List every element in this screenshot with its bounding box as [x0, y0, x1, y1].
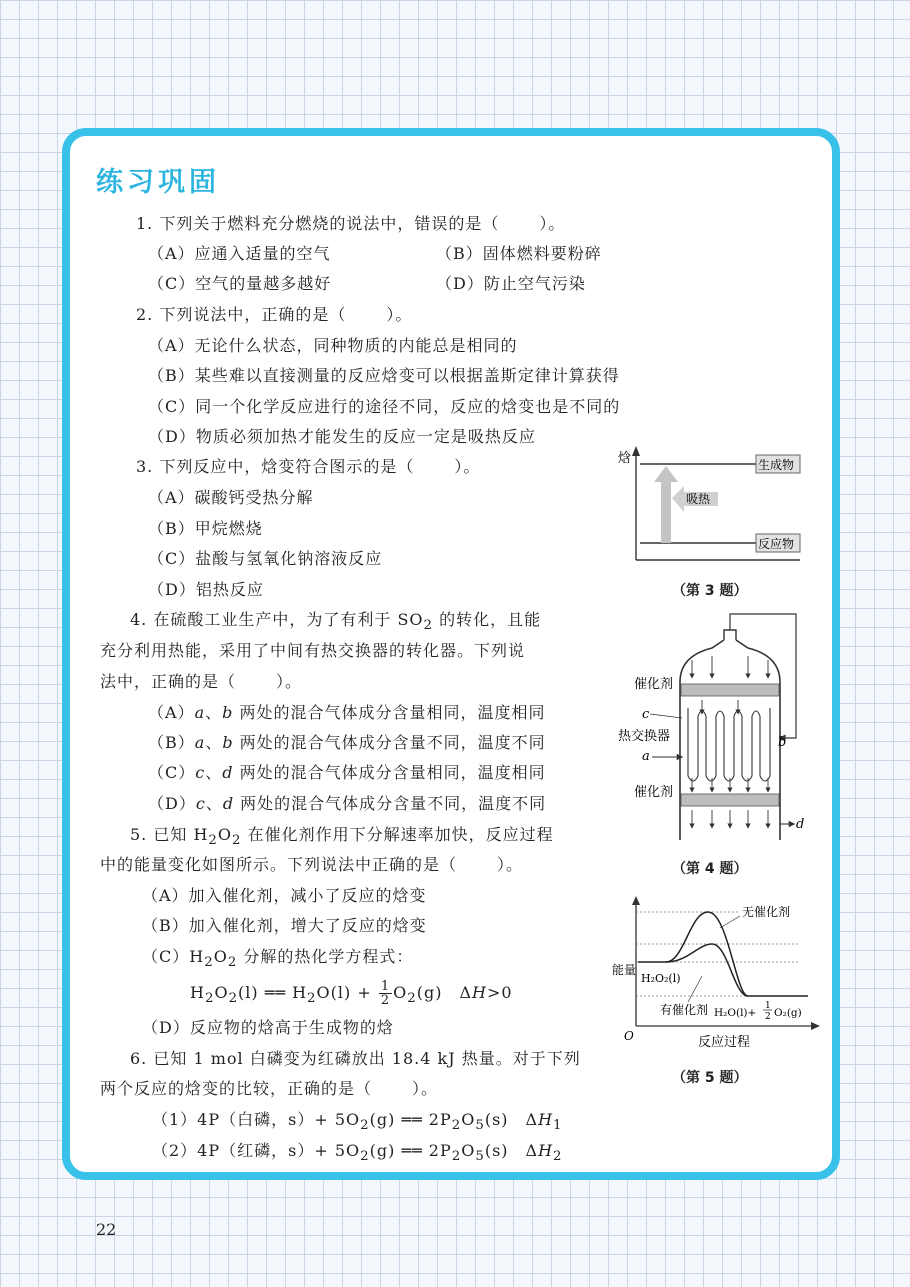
section-title: 练习巩固: [96, 167, 220, 198]
q2-option-a: （A）无论什么状态，同种物质的内能总是相同的: [148, 336, 518, 355]
catalyst-bed-top: [681, 684, 779, 696]
label-d: d: [796, 817, 805, 832]
product-fraction-den: 2: [765, 1012, 771, 1022]
process-axis-label: 反应过程: [698, 1035, 751, 1050]
q2-option-c: （C）同一个化学反应进行的途径不同，反应的焓变也是不同的: [148, 397, 621, 416]
q1-option-a: （A）应通入适量的空气: [148, 244, 331, 263]
enthalpy-axis-label: 焓: [618, 451, 632, 466]
q4-option-c: （C）c、d 两处的混合气体成分含量相同，温度相同: [148, 763, 546, 782]
label-b: b: [778, 735, 787, 750]
product-label-end: O₂(g): [774, 1007, 802, 1019]
energy-axis-label: 能量: [612, 963, 637, 977]
q4-stem-line1: 4. 在硫酸工业生产中，为了有利于 $SO_2$ 的转化，且能: [130, 610, 542, 634]
coil-bends: [688, 711, 770, 781]
energy-profile-chart: [608, 890, 824, 1050]
q3-option-a: （A）碳酸钙受热分解: [148, 488, 314, 507]
heat-exchanger-coil: [688, 708, 770, 776]
enthalpy-diagram: [610, 442, 810, 566]
converter-diagram: [612, 600, 818, 846]
reactant-h2o2-label: H₂O₂(l): [641, 972, 681, 985]
q1-stem: 1. 下列关于燃料充分燃烧的说法中，错误的是（ ）。: [136, 214, 566, 233]
q5-stem-line2: 中的能量变化如图所示。下列说法中正确的是（ ）。: [100, 855, 524, 874]
q1-option-b: （B）固体燃料要粉碎: [436, 244, 602, 263]
q5-equation: $H_2O_2(l)$ ══ $H_2O(l)$ + $\frac{1}{2}$ $O_2(g)$ ΔH>0: [190, 979, 513, 1008]
product-fraction-num: 1: [765, 1001, 771, 1011]
q4-stem-line2: 充分利用热能，采用了中间有热交换器的转化器。下列说: [100, 641, 526, 660]
q3-option-d: （D）铝热反应: [148, 580, 264, 599]
q5-option-c: $(C)H_2O_2$ 分解的热化学方程式：: [142, 947, 414, 971]
q4-option-d: （D）c、d 两处的混合气体成分含量不同，温度不同: [148, 794, 547, 813]
q1-option-d: （D）防止空气污染: [436, 274, 586, 293]
figure-3-caption: （第 3 题）: [672, 583, 748, 599]
q4-option-a: （A）a、b 两处的混合气体成分含量相同，温度相同: [148, 703, 546, 722]
q3-option-b: （B）甲烷燃烧: [148, 519, 263, 538]
q6-reaction-2: （2）4P（红磷，$s)+ 5O_2(g)$ ══ $2P_2O_5(s)$ $\Delta H_2$: [152, 1141, 563, 1165]
q6-stem-line2: 两个反应的焓变的比较，正确的是（ ）。: [100, 1079, 439, 1098]
reactant-label: 反应物: [758, 537, 795, 551]
q4-option-b: （B）a、b 两处的混合气体成分含量不同，温度不同: [148, 733, 546, 752]
axis-arrowhead-icon: [632, 446, 640, 456]
q1-option-c: （C）空气的量越多越好: [148, 274, 332, 293]
no-catalyst-leader: [720, 916, 740, 928]
q5-stem-line1: 5. 已知 $H_2O_2$ 在催化剂作用下分解速率加快，反应过程: [130, 825, 554, 849]
page-number: 22: [96, 1220, 117, 1239]
q5-option-b: （B）加入催化剂，增大了反应的焓变: [142, 916, 427, 935]
heat-exchanger-label: 热交换器: [618, 729, 671, 744]
with-catalyst-leader: [688, 976, 702, 1002]
product-label: 生成物: [758, 458, 795, 472]
return-pipe: [730, 614, 796, 738]
with-catalyst-label: 有催化剂: [660, 1003, 709, 1017]
q3-stem: 3. 下列反应中，焓变符合图示的是（ ）。: [136, 457, 481, 476]
converter-vessel: [680, 630, 780, 840]
q2-option-d: （D）物质必须加热才能发生的反应一定是吸热反应: [148, 427, 536, 446]
q2-option-b: （B）某些难以直接测量的反应焓变可以根据盖斯定律计算获得: [148, 366, 620, 385]
catalyst-bed-bottom: [681, 794, 779, 806]
up-arrow-icon: [654, 466, 678, 482]
label-c-leader: [650, 714, 682, 718]
label-a: a: [642, 749, 650, 764]
x-arrowhead-icon: [811, 1022, 820, 1030]
heat-arrow-shaft: [661, 480, 671, 543]
one-half-fraction: $\frac{1}{2}$: [380, 979, 391, 1008]
q3-option-c: （C）盐酸与氢氧化钠溶液反应: [148, 549, 383, 568]
product-label-start: H₂O(l)+: [714, 1007, 757, 1019]
q6-reaction-1: （1）4P（白磷，$s)+ 5O_2(g)$ ══ $2P_2O_5(s)$ $\Delta H_1$: [152, 1110, 563, 1134]
figure-4-caption: （第 4 题）: [672, 861, 748, 877]
q4-stem-line3: 法中，正确的是（ ）。: [100, 672, 303, 691]
absorb-heat-label: 吸热: [686, 492, 711, 506]
figure-5-caption: （第 5 题）: [672, 1070, 748, 1086]
label-c: c: [642, 707, 650, 722]
no-catalyst-label: 无催化剂: [742, 905, 791, 919]
catalyst-bottom-label: 催化剂: [634, 785, 674, 800]
y-arrowhead-icon: [632, 896, 640, 905]
catalyst-top-label: 催化剂: [634, 677, 674, 692]
q5-option-a: （A）加入催化剂，减小了反应的焓变: [142, 886, 427, 905]
q5-option-d: （D）反应物的焓高于生成物的焓: [142, 1018, 394, 1037]
q6-stem-line1: 6. 已知 1 mol 白磷变为红磷放出 18.4 kJ 热量。对于下列: [130, 1049, 581, 1068]
q2-stem: 2. 下列说法中，正确的是（ ）。: [136, 305, 413, 324]
origin-label: O: [624, 1029, 634, 1043]
